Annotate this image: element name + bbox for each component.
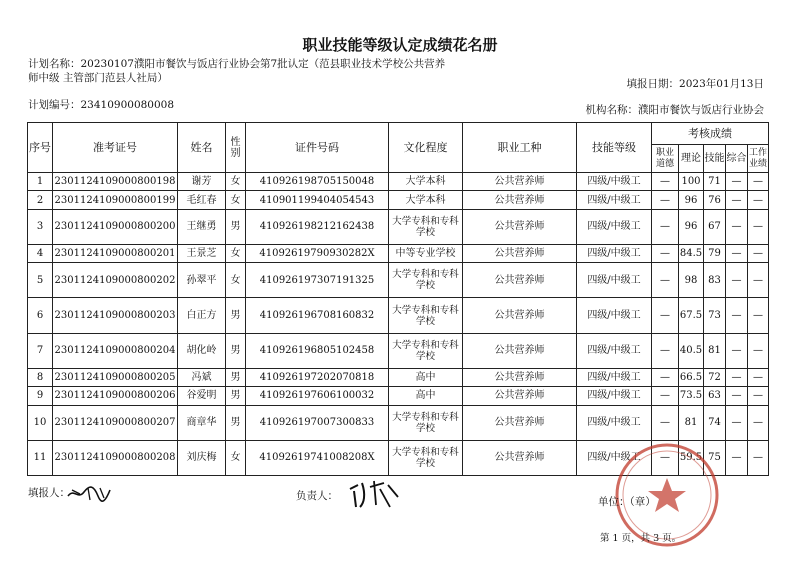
- cell-gender: 女: [226, 440, 246, 475]
- cell-gender: 女: [226, 263, 246, 298]
- cell-exam-no: 2301124109000800203: [53, 298, 178, 333]
- cell-exam-no: 2301124109000800199: [53, 191, 178, 209]
- cell-gender: 男: [226, 387, 246, 405]
- cell-moral: —: [652, 333, 679, 368]
- cell-level: 四级/中级工: [577, 263, 652, 298]
- cell-education: 高中: [389, 387, 463, 405]
- cell-name: 王继勇: [178, 209, 226, 244]
- cell-moral: —: [652, 368, 679, 386]
- cell-level: 四级/中级工: [577, 333, 652, 368]
- cell-moral: —: [652, 440, 679, 475]
- cell-moral: —: [652, 387, 679, 405]
- cell-name: 孙翠平: [178, 263, 226, 298]
- document-title: 职业技能等级认定成绩花名册: [302, 36, 498, 54]
- header-scores: 考核成绩: [652, 123, 769, 145]
- cell-level: 四级/中级工: [577, 368, 652, 386]
- table-row: [28, 191, 769, 209]
- cell-exam-no: 2301124109000800202: [53, 263, 178, 298]
- table-row: [28, 387, 769, 405]
- cell-seq: 3: [28, 209, 53, 244]
- cell-moral: —: [652, 263, 679, 298]
- header-name: 姓名: [178, 123, 226, 173]
- cell-theory: 81: [679, 405, 704, 440]
- cell-moral: —: [652, 209, 679, 244]
- cell-name: 刘庆梅: [178, 440, 226, 475]
- header-moral: 职业道德: [652, 145, 679, 173]
- header-exam-no: 准考证号: [53, 123, 178, 173]
- cell-name: 谢芳: [178, 173, 226, 191]
- cell-performance: —: [748, 368, 769, 386]
- cell-skill: 72: [704, 368, 726, 386]
- table-row: [28, 405, 769, 440]
- cell-seq: 11: [28, 440, 53, 475]
- cell-occupation: 公共营养师: [463, 440, 577, 475]
- cell-gender: 男: [226, 405, 246, 440]
- cell-education: 大学专科和专科学校: [389, 440, 463, 475]
- cell-seq: 1: [28, 173, 53, 191]
- filler-label: 填报人：: [28, 487, 70, 499]
- cell-performance: —: [748, 209, 769, 244]
- cell-skill: 79: [704, 244, 726, 262]
- cell-gender: 男: [226, 368, 246, 386]
- plan-name: 计划名称：20230107濮阳市餐饮与饭店行业协会第7批认定（范县职业技术学校公共营养师中级 主管部门范县人社局）: [28, 58, 446, 84]
- cell-overall: —: [726, 263, 748, 298]
- cell-education: 大学专科和专科学校: [389, 298, 463, 333]
- cell-seq: 4: [28, 244, 53, 262]
- cell-moral: —: [652, 191, 679, 209]
- cell-gender: 男: [226, 298, 246, 333]
- cell-exam-no: 2301124109000800198: [53, 173, 178, 191]
- table-row: [28, 368, 769, 386]
- cell-exam-no: 2301124109000800207: [53, 405, 178, 440]
- cell-occupation: 公共营养师: [463, 209, 577, 244]
- table-row: [28, 263, 769, 298]
- cell-name: 白正方: [178, 298, 226, 333]
- cell-gender: 男: [226, 209, 246, 244]
- cell-education: 大学本科: [389, 191, 463, 209]
- cell-skill: 73: [704, 298, 726, 333]
- fill-date: 填报日期：2023年01月13日: [626, 78, 764, 90]
- cell-performance: —: [748, 405, 769, 440]
- responsible-signature: [344, 477, 404, 511]
- cell-level: 四级/中级工: [577, 298, 652, 333]
- cell-level: 四级/中级工: [577, 387, 652, 405]
- table-row: [28, 244, 769, 262]
- cell-overall: —: [726, 387, 748, 405]
- cell-occupation: 公共营养师: [463, 173, 577, 191]
- cell-id-no: 410926197307191325: [246, 263, 389, 298]
- cell-seq: 9: [28, 387, 53, 405]
- cell-id-no: 410926196805102458: [246, 333, 389, 368]
- cell-theory: 96: [679, 209, 704, 244]
- cell-level: 四级/中级工: [577, 244, 652, 262]
- cell-seq: 10: [28, 405, 53, 440]
- cell-theory: 40.5: [679, 333, 704, 368]
- cell-skill: 71: [704, 173, 726, 191]
- cell-skill: 74: [704, 405, 726, 440]
- cell-level: 四级/中级工: [577, 191, 652, 209]
- header-level: 技能等级: [577, 123, 652, 173]
- cell-skill: 81: [704, 333, 726, 368]
- cell-skill: 75: [704, 440, 726, 475]
- cell-level: 四级/中级工: [577, 405, 652, 440]
- cell-skill: 67: [704, 209, 726, 244]
- cell-occupation: 公共营养师: [463, 387, 577, 405]
- cell-name: 胡化岭: [178, 333, 226, 368]
- unit-seal-label: 单位：（章）: [598, 496, 656, 508]
- cell-performance: —: [748, 244, 769, 262]
- header-occupation: 职业工种: [463, 123, 577, 173]
- cell-performance: —: [748, 333, 769, 368]
- cell-exam-no: 2301124109000800206: [53, 387, 178, 405]
- cell-theory: 59.5: [679, 440, 704, 475]
- cell-id-no: 41092619741008208X: [246, 440, 389, 475]
- table-row: [28, 333, 769, 368]
- cell-exam-no: 2301124109000800208: [53, 440, 178, 475]
- cell-gender: 女: [226, 244, 246, 262]
- cell-gender: 女: [226, 173, 246, 191]
- cell-name: 冯斌: [178, 368, 226, 386]
- header-theory: 理论: [679, 145, 704, 173]
- cell-overall: —: [726, 333, 748, 368]
- header-id-no: 证件号码: [246, 123, 389, 173]
- cell-overall: —: [726, 173, 748, 191]
- cell-education: 中等专业学校: [389, 244, 463, 262]
- table-row: [28, 298, 769, 333]
- score-roster-table: [27, 122, 769, 476]
- cell-occupation: 公共营养师: [463, 368, 577, 386]
- cell-education: 大学专科和专科学校: [389, 405, 463, 440]
- cell-overall: —: [726, 368, 748, 386]
- cell-level: 四级/中级工: [577, 440, 652, 475]
- cell-performance: —: [748, 298, 769, 333]
- cell-id-no: 410926197202070818: [246, 368, 389, 386]
- header-seq: 序号: [28, 123, 53, 173]
- cell-education: 大学本科: [389, 173, 463, 191]
- cell-moral: —: [652, 244, 679, 262]
- cell-id-no: 410926197606100032: [246, 387, 389, 405]
- cell-occupation: 公共营养师: [463, 244, 577, 262]
- cell-name: 谷爱明: [178, 387, 226, 405]
- cell-id-no: 410926197007300833: [246, 405, 389, 440]
- responsible-label: 负责人：: [296, 490, 338, 502]
- cell-occupation: 公共营养师: [463, 405, 577, 440]
- cell-skill: 83: [704, 263, 726, 298]
- cell-overall: —: [726, 209, 748, 244]
- cell-moral: —: [652, 173, 679, 191]
- cell-name: 商章华: [178, 405, 226, 440]
- cell-performance: —: [748, 387, 769, 405]
- cell-seq: 8: [28, 368, 53, 386]
- cell-seq: 2: [28, 191, 53, 209]
- cell-exam-no: 2301124109000800200: [53, 209, 178, 244]
- plan-number: 计划编号：23410900080008: [28, 99, 175, 111]
- table-row: [28, 209, 769, 244]
- page-info: 第 1 页，共 3 页。: [600, 533, 682, 544]
- cell-overall: —: [726, 298, 748, 333]
- cell-theory: 100: [679, 173, 704, 191]
- cell-seq: 7: [28, 333, 53, 368]
- cell-theory: 66.5: [679, 368, 704, 386]
- cell-gender: 男: [226, 333, 246, 368]
- cell-overall: —: [726, 405, 748, 440]
- cell-education: 大学专科和专科学校: [389, 209, 463, 244]
- cell-performance: —: [748, 173, 769, 191]
- cell-occupation: 公共营养师: [463, 191, 577, 209]
- cell-education: 大学专科和专科学校: [389, 263, 463, 298]
- cell-level: 四级/中级工: [577, 173, 652, 191]
- filler-signature: [64, 482, 114, 504]
- header-skill: 技能: [704, 145, 726, 173]
- cell-skill: 63: [704, 387, 726, 405]
- cell-overall: —: [726, 244, 748, 262]
- cell-education: 高中: [389, 368, 463, 386]
- cell-performance: —: [748, 191, 769, 209]
- cell-performance: —: [748, 263, 769, 298]
- cell-skill: 76: [704, 191, 726, 209]
- table-row: [28, 173, 769, 191]
- cell-overall: —: [726, 191, 748, 209]
- header-overall: 综合: [726, 145, 748, 173]
- cell-id-no: 410901199404054543: [246, 191, 389, 209]
- cell-moral: —: [652, 298, 679, 333]
- cell-education: 大学专科和专科学校: [389, 333, 463, 368]
- cell-level: 四级/中级工: [577, 209, 652, 244]
- cell-exam-no: 2301124109000800205: [53, 368, 178, 386]
- header-education: 文化程度: [389, 123, 463, 173]
- cell-occupation: 公共营养师: [463, 263, 577, 298]
- cell-theory: 67.5: [679, 298, 704, 333]
- roster-body: [28, 173, 769, 476]
- cell-exam-no: 2301124109000800201: [53, 244, 178, 262]
- cell-occupation: 公共营养师: [463, 333, 577, 368]
- header-gender: 性别: [226, 123, 246, 173]
- cell-name: 王景芝: [178, 244, 226, 262]
- cell-id-no: 41092619790930282X: [246, 244, 389, 262]
- cell-name: 毛红春: [178, 191, 226, 209]
- cell-gender: 女: [226, 191, 246, 209]
- organization-name: 机构名称：濮阳市餐饮与饭店行业协会: [585, 104, 764, 116]
- cell-overall: —: [726, 440, 748, 475]
- cell-theory: 96: [679, 191, 704, 209]
- cell-exam-no: 2301124109000800204: [53, 333, 178, 368]
- cell-seq: 6: [28, 298, 53, 333]
- cell-id-no: 410926198212162438: [246, 209, 389, 244]
- cell-seq: 5: [28, 263, 53, 298]
- header-performance: 工作业绩: [748, 145, 769, 173]
- cell-id-no: 410926198705150048: [246, 173, 389, 191]
- cell-theory: 84.5: [679, 244, 704, 262]
- cell-id-no: 410926196708160832: [246, 298, 389, 333]
- cell-theory: 73.5: [679, 387, 704, 405]
- cell-moral: —: [652, 405, 679, 440]
- cell-performance: —: [748, 440, 769, 475]
- cell-theory: 98: [679, 263, 704, 298]
- cell-occupation: 公共营养师: [463, 298, 577, 333]
